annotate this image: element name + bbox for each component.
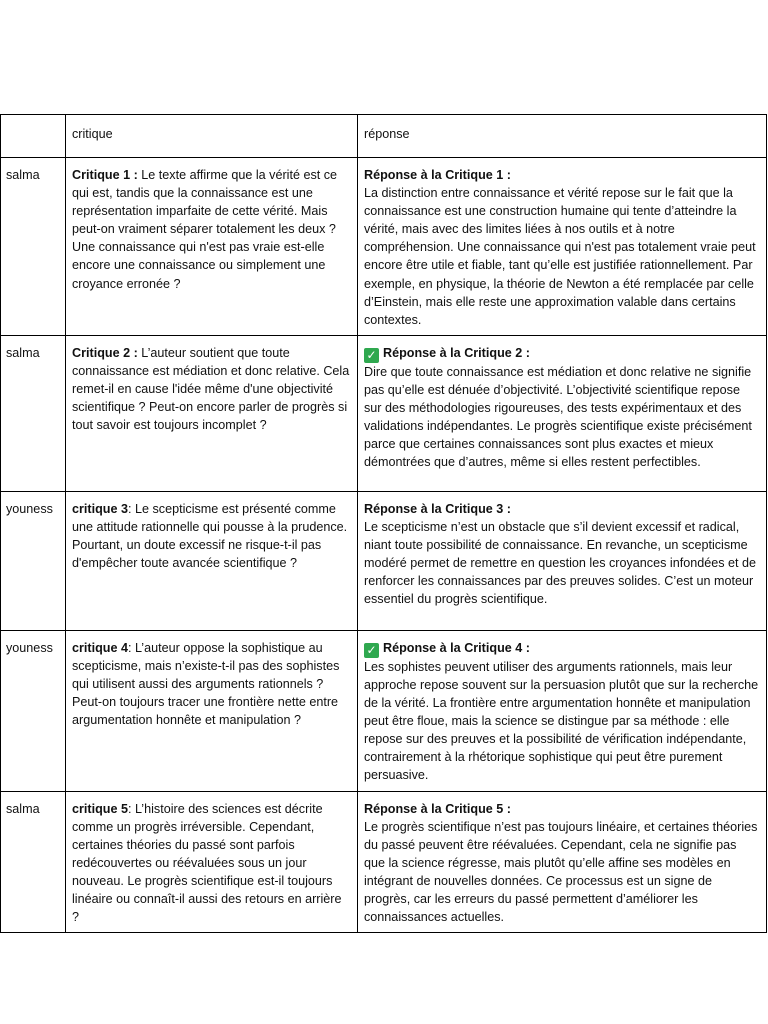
table-row bbox=[1, 335, 767, 491]
response-title: Réponse à la Critique 1 : bbox=[364, 168, 511, 182]
critique-cell bbox=[66, 158, 358, 336]
header-critique: critique bbox=[66, 115, 358, 158]
check-mark-button-icon: ✓ bbox=[364, 643, 379, 658]
table-row bbox=[1, 491, 767, 630]
critique-label: Critique 2 : bbox=[72, 345, 138, 360]
response-title: Réponse à la Critique 4 : bbox=[383, 640, 530, 655]
critique-text: L’auteur soutient que toute connaissance est médiation et donc relative. Cela remet-il en cause l'idée même d'une objectivité scientifique ? Peut-on encore parler de progrès si tout savoir est toujours incomplet ? bbox=[72, 345, 350, 433]
critique-text: : Le scepticisme est présenté comme une attitude rationnelle qui pousse à la prudence. Pourtant, un doute excessif ne risque-t-il pas d'empêcher toute avancée scientifique ? bbox=[72, 501, 348, 571]
response-text: Dire que toute connaissance est médiation et donc relative ne signifie pas qu’elle est dénuée d’objectivité. L’objectivité scientifique repose sur des méthodologies rigoureuses, des tests expérimentaux et des validations indépendantes. Le progrès scientifique existe précisément parce que certaines connaissances sont plus exactes et mieux démontrées que d’autres, même si elles restent perfectibles. bbox=[364, 364, 752, 470]
response-cell bbox=[358, 335, 767, 491]
critique-label: Critique 1 : bbox=[72, 168, 138, 182]
response-cell bbox=[358, 791, 767, 933]
critique-text: : L’auteur oppose la sophistique au scepticisme, mais n’existe-t-il pas des sophistes qui utilisent aussi des arguments rationnels ? Peut-on toujours tracer une frontière nette entre argumentation honnête et manipulation ? bbox=[72, 640, 340, 728]
critique-cell bbox=[66, 335, 358, 491]
response-cell bbox=[358, 158, 767, 336]
document-page bbox=[0, 114, 766, 933]
table-row bbox=[1, 791, 767, 933]
response-text: Le scepticisme n’est un obstacle que s’il devient excessif et radical, niant toute possibilité de connaissance. En revanche, un scepticisme modéré permet de remettre en question les croyances infondées et de renforcer les connaissances par des preuves solides. C’est un moteur essentiel du progrès scientifique. bbox=[364, 519, 757, 607]
header-response: réponse bbox=[358, 115, 767, 158]
response-text: Le progrès scientifique n’est pas toujours linéaire, et certaines théories du passé peuvent être réévaluées. Cependant, cela ne signifie pas que la science régresse, mais plutôt qu’elle affine ses modèles en intégrant de nouvelles données. Ce processus est un signe de progrès, car les erreurs du passé permettent d’améliorer les connaissances actuelles. bbox=[364, 819, 758, 925]
response-title: Réponse à la Critique 5 : bbox=[364, 801, 511, 816]
critique-table bbox=[0, 114, 767, 933]
author-name: salma bbox=[1, 791, 66, 933]
response-title: Réponse à la Critique 3 : bbox=[364, 501, 511, 516]
author-name: salma bbox=[1, 335, 66, 491]
critique-label: critique 3 bbox=[72, 501, 128, 516]
critique-cell bbox=[66, 630, 358, 791]
author-name: salma bbox=[1, 158, 66, 336]
critique-label: critique 5 bbox=[72, 801, 128, 816]
header-name bbox=[1, 115, 66, 158]
response-text: La distinction entre connaissance et vérité repose sur le fait que la connaissance est une construction humaine qui tente d’atteindre la vérité, mais avec des limites liées à nos outils et à notre compréhension. Une connaissance qui n'est pas totalement vraie peut encore être utile et fiable, tant qu’elle est justifiée rationnellement. Par exemple, en physique, la théorie de Newton a été remplacée par celle d’Einstein, mais elle reste une approximation valable dans certains contextes. bbox=[364, 186, 756, 327]
response-cell bbox=[358, 630, 767, 791]
critique-text: Le texte affirme que la vérité est ce qui est, tandis que la connaissance est une représentation imparfaite de cette vérité. Mais peut-on vraiment séparer totalement les deux ? Une connaissance qui n'est pas vraie est-elle encore une connaissance ou simplement une croyance erronée ? bbox=[72, 168, 338, 291]
check-mark-button-icon: ✓ bbox=[364, 348, 379, 363]
table-row bbox=[1, 630, 767, 791]
response-cell bbox=[358, 491, 767, 630]
critique-cell bbox=[66, 791, 358, 933]
critique-label: critique 4 bbox=[72, 640, 128, 655]
response-text: Les sophistes peuvent utiliser des arguments rationnels, mais leur approche repose souvent sur la persuasion plutôt que sur la recherche de la vérité. La frontière entre argumentation honnête et manipulation peut être floue, mais la science se distingue par sa méthode : elle repose sur des preuves et la possibilité de vérification indépendante, contrairement à la rhétorique sophistique qui peut être purement persuasive. bbox=[364, 659, 759, 783]
table-row bbox=[1, 158, 767, 336]
author-name: youness bbox=[1, 491, 66, 630]
author-name: youness bbox=[1, 630, 66, 791]
critique-text: : L’histoire des sciences est décrite comme un progrès irréversible. Cependant, certaines théories du passé sont parfois redécouvertes ou réévaluées sous un jour nouveau. Le progrès scientifique est-il toujours linéaire ou connaît-il aussi des retours en arrière ? bbox=[72, 801, 342, 925]
response-title: Réponse à la Critique 2 : bbox=[383, 345, 530, 360]
critique-cell bbox=[66, 491, 358, 630]
header-row bbox=[1, 115, 767, 158]
